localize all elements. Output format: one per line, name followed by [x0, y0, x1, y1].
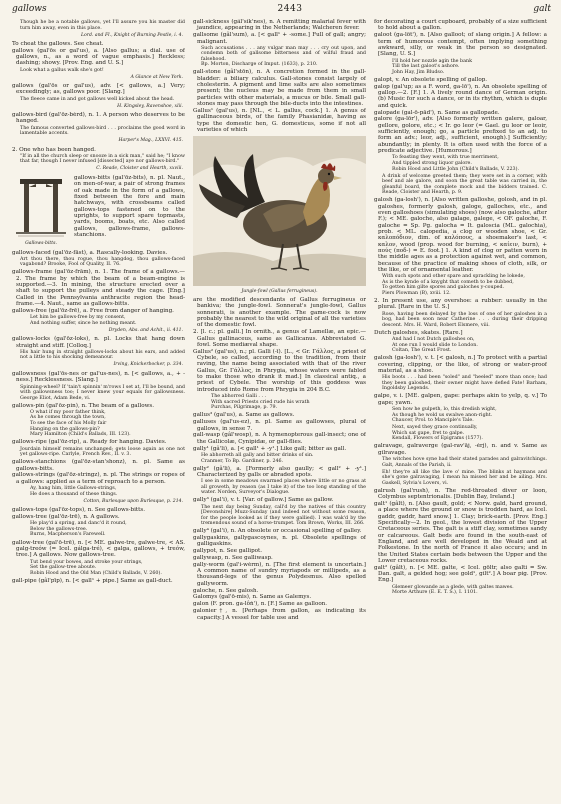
quote: Such accusations . . . any vulgar man may . . . cry out upon, and condemn both of gallsome bitterness and of wilful fraud and falsehood. Bp. Morton, Discharge of Imput. (1633), p. 210.	[201, 45, 366, 68]
entry-gall-stone: gall-stone (gâl'stōn), n. A concretion formed in the gall-bladder: a biliary calculus. Gall-stones consist largely of cholesterin. A pigment and lime salts are also sometimes present; the nucleus may be made from them in small particles with other materials, a mucus or bile. Small gall-stones may pass through the bile-ducts into the intestines.	[193, 69, 366, 108]
quote: Art thou there, thou rogue, thou hangdog, thou gallows-faced vagabond? Brooke, Fool of Quality, II. 76.	[20, 256, 185, 268]
entry-text: are the modified descendants of Gallus ferrugineus or bankiva; the jungle-fowl. Sonnerat's jungle-fowl, Gallus sonnerati, is another example. The game-cock is now probably the nearest to the wild original of all the varieties of the domestic fowl.	[193, 297, 366, 329]
entry-gally-worm: gally-worm (gal'i-wėrm), n. [The first element is uncertain.] A common name of sundry myriapods or millipeds, as a thousand-legs of the genus Polydesmus. Also spelled gallyworm.	[193, 561, 366, 587]
quote-source: A Glance at New York.	[130, 74, 183, 80]
entry-gall-pipe: gall-pipe (gâl'pīp), n. [< gall¹ + pipe.] Same as gall-duct.	[12, 577, 173, 584]
header-right-guideword: galt	[533, 4, 551, 14]
entry-galomys: Galomys (gal'ō-mis), n. Same as Galemys.	[193, 594, 312, 601]
quote: Rose, having been delayed by the loss of one of her galoshes in a bog, had been soon near Catherine . . . during their dripping descent. Mrs. H. Ward, Robert Elsmere, viii.	[382, 311, 547, 328]
verse: Ay, hang him, little Gallows-strings, He does a thousand of these things.	[30, 486, 118, 497]
entry-galluses: galluses (gal'us-ez), n. pl. Same as gallowses, plural of gallows, in sense 7.	[193, 419, 366, 432]
header-left-guideword: gallows	[12, 4, 47, 14]
entry-galore: galore (ga-lōr'), adv. [Also formerly written galere, galoar, gellore, golore, etc.; < Ir. go leor (= Gael. gu leor or leoir, sufficiently, enough; go, a particle prefixed to an adj. to form an adv.; leor, adj., sufficient, enough).] Sufficiently; abundantly; in plenty. It is often used with the force of a predicate adjective. [Humorous.]	[374, 116, 547, 155]
entry-gallows-adv: gallows (gal'ōs or gal'us), adv. [< gallows, a.] Very; exceedingly; as, gallows poor. [Slang.]	[12, 83, 185, 96]
entry-galosh-v: galosh (ga-losh'), v. t. [< galosh, n.] To protect with a partial covering, clipping, or the like, of strong or water-proof material, as a shoe.	[374, 355, 547, 374]
entry-text: for decorating a court cupboard, probably of a size sufficient to hold about a gallon.	[374, 19, 547, 32]
quote: Jourdain himself remains unchanged; gets loose again as one not yet gallows-ripe. Carlyle, French Rev., II. v. 3.	[20, 446, 185, 458]
jungle-fowl-figure	[193, 136, 366, 295]
quote: His boots . . . had been "soled" and "heeled" more than once; had they been galoshed, their owner might have defied Fate! Barham, Ingoldsby Legends.	[382, 375, 547, 392]
entry-gallsome: gallsome (gâl'sum), a. [< gall¹ + -some.] Full of gall; angry; malignant.	[193, 32, 366, 45]
entry-gallows-stanchions: gallows-stanchions (gal'ōz-stan'shonz), n. pl. Same as gallows-bitts.	[12, 459, 185, 472]
entry-gallus-2: Gallus² (gal'us), n.; pl. Galli (-ī). [L., < Gr. Γάλλος, a priest of Cybele, so called, according to the tradition, from their raving, the name being associated with that of the river Gallus, Gr. Γάλλος, in Phrygia, whose waters were fabled to make those who drank it mad.] In classical antiq., a priest of Cybele. The worship of this goddess was introduced into Rome from Phrygia in 204 B.C.	[193, 348, 366, 393]
entry-gallow-tree: gallow-tree (gal'ō-trē), n. [< ME. galwe-tre, galwe-tre, < AS. galg-treów (= Icel. gálga-tré), < galga, gallows, + treów, tree.] A gallows. Now gallows-tree.	[12, 539, 185, 559]
entry-gallows-pin: gallows-pin (gal'ōz-pin), n. The beam of a gallows.	[12, 402, 155, 409]
entry-galravage: galravage, galraverge (gal-rav'āj, -ėrj), n. and v. Same as gilravage.	[374, 443, 547, 456]
entry-galop: galop (gal'up; as a F. word, ga-lō'), n. An obsolete spelling of gallop.—2. [F.] 1. A lively round dance of German origin. (b) Music for such a dance, or in its rhythm, which is duple and quick.	[374, 83, 547, 109]
verse: Tut bend your bowes, and stroke your strings, Set the gallow-tree aboute. Robin Hood and the Old Man (Child's Ballads, V. 260).	[30, 559, 162, 576]
entry-sense: 2. One who has been hanged.	[12, 146, 96, 153]
column-2	[193, 19, 366, 804]
verse: Let him be gallows-free by my consent, And nothing suffer, since he nothing meant.	[30, 315, 137, 326]
quote: I see in some meadows swarmed places where little or no grass at all groweth, by reason (as I take it) of the too long standing of the water. Norden, Surveyor's Dialogue.	[201, 479, 366, 496]
quote-source: Harper's Mag., LXXVI. 415.	[118, 138, 183, 144]
verse: I'll hold her nozzle agin the bank Till the last galoot's ashore. John Hay, Jim Bludso.	[392, 58, 472, 75]
entry-galpe: galpe, v. i. [ME. galpen, gape: perhaps akin to yelp, q. v.] To gape; yawn.	[374, 393, 547, 406]
entry-gallows-faced: gallows-faced (gal'ōz-fāst), a. Rascally-looking. Davies.	[12, 249, 168, 256]
quote: "If in all the church sleep or snooze in a sick man," said he; "I know that far, though I never infused [dissected] aye nor gallows-bird."	[20, 153, 185, 165]
figure-caption: Jungle-fowl (Gallus ferrugineus).	[241, 288, 318, 294]
verse: The abhorred Galli . . . With sacred Priests cried rude his wrath Purchas, Pilgrimage, p. 79.	[211, 394, 310, 411]
quote-source: H. Kingsley, Ravenshoe, xlii.	[117, 103, 183, 109]
entry-gallus-1: Gallus¹ (gal'us), n. [NL., < L. gallus, cock.] 1. A genus of gallinaceous birds, of the family Phasianidæ, having as type the domestic hen, G. domesticus, some if not all varieties of which	[193, 107, 366, 133]
quote: Though he be a notable gallows, yet I'll assure you his master did turn him away, even in this place.	[20, 20, 185, 31]
entry-gallygaskins: gallygaskins, gallygascoynes, n. pl. Obsolete spellings of galligaskins.	[193, 534, 366, 548]
jungle-fowl-illustration	[193, 136, 366, 286]
quote-source: Irving, Knickerbocker, p. 334.	[113, 362, 183, 368]
column-3	[374, 19, 547, 804]
verse: Glemeer glowande as a glede, with galtes mawes. Morte Arthure (E. E. T. S.), I. 1101.	[392, 584, 514, 596]
quote: The famous converted gallows-bird . . . proclaims the good word in lamentable accents.	[20, 125, 185, 137]
entry-galt-2: galt² (gâlt), n. [< ME. galte, < Icel. göltr, also galti = Sw. Dan. galt, a gelded hog; see gold¹, gilt².] A boar pig. [Prov. Eng.]	[374, 564, 547, 584]
verse: And had I not Dutch galloshes on, At one run I would slide to London. Coltan, The Great Frost.	[392, 336, 478, 354]
quote-source: C. Reade, Cloister and Hearth, xxviii.	[96, 166, 183, 172]
verse: He play'd a spring, and danc'd it round, Below the gallows-tree. Burns, Macpherson's Farewell.	[30, 521, 127, 538]
entry-gallows-strings: gallows-strings (gal'ōz-stringz), n. pl. The strings or ropes of a gallows: applied as a term of reproach to a person.	[12, 472, 185, 485]
entry-gallowsness: gallowsness (gal'ōs-nes or gal'us-nes), n. [< gallows, a., + -ness.] Recklessness. [Slang.]	[12, 370, 185, 384]
entry-gallows-bitts: gallows-bitts (gal'ōz-bits), n. pl. Naut., on men-of-war, a pair of strong frames of oak made in the form of a gallows, fixed between the fore and main hatchways, with crossbeams called gallows-tops fastened on to the uprights, to support spare topmasts, yards, booms, boats, etc. Also called gallows, gallows-frame, gallows-stanchions.	[74, 174, 185, 238]
quote: The next day being Sunday, call'd by the natives of this country [Devonshire] Muzz-Sunday (and indeed not without some reason, for the people looked as if they were gallied). I was wak'd by the tremendous sound of a horse-trumpet. Tom Brown, Works, III. 266.	[201, 504, 366, 527]
entry-gally-4: gally⁴ (gal'i), n. An obsolete or occasional spelling of galley.	[193, 528, 362, 535]
entry-gally-3: gally³ (gal'i), v. t. [Var. of gallow.] Same as gallow.	[193, 497, 334, 504]
entry-gall-sickness: gall-sickness (gâl'sik'nes), n. A remitting malarial fever with jaundice, appearing in the Netherlands; Walcheren fever.	[193, 19, 366, 32]
entry-galosh-n: galosh (ga-losh'), n. [Also written galloshe, golosh, and in pl. galoshes, formerly galosh, galoge, galloches, etc., and even galloshoes (simulating shoes) (now also galoche, after F.); < ME. galoche, also galage, galege, < OF. galoche, F. galoche = Sp. Pg. galocha = It. galoscia (ML. galochia), prob. < ML. calopedia, a clog or wooden shoe, < Gr. καλοπόδιον, dim. of καλόπους, a shoemaker's last, < καλον, wood (prop. wood for burning, < καίειν, burn), + πούς (ποδ-) = E. foot.] 1. A kind of clog or patten worn in the middle ages as a protection against wet, and common, because of the practice of making shoes of cloth, silk, or the like, or of ornamental leather.	[374, 197, 547, 274]
entry-galopt: galopt, v. An obsolete spelling of gallop.	[374, 76, 488, 83]
entry-gallows-frame: gallows-frame (gal'ōz-frām), n. 1. The frame of a gallows.—2. The frame by which the beam of a beam-engine is supported.—3. In mining, the structure erected over a shaft to support the pulleys and steady the cage. [Eng.] Called in the Pennsylvania anthracite region the head-frame.—4. Naut., same as gallows-bitts.	[12, 269, 185, 308]
entry-galrush: galrush (gal'rush), n. The red-throated diver or loon, Colymbus septentrionalis. [Dublin Bay, Ireland.]	[374, 487, 547, 500]
entry-gallus-3: gallus³ (gal'us), a. Same as gallows.	[193, 412, 295, 419]
entry-galt-1: galt¹ (gâlt), n. [Also gault, gold; < Norw. gald, hard ground, a place where the ground or snow is trodden hard, as Icel. gaddr, gaddr, hard snow.] 1. Clay; brick-earth. [Prov. Eng.] Specifically—2. In geol., the lowest division of the Upper Cretaceous series. The galt is a stiff clay, sometimes sandy or calcareous. Galt beds are found in the south-east of England, and are well developed in the Weald and at Folkestone. In the north of France it also occurs; and in the United States certain beds between the Upper and the Lower cretaceous rocks.	[374, 500, 547, 564]
quote: Spinning-wheel? If 'tain't spinnin' m'rows I set at, I'll be bound, and with gallowsness too; I never knew your equals for gallowsness. George Eliot, Adam Bede, vi.	[20, 384, 185, 401]
quote: The fleece came in and got gallows well kicked about the head.	[20, 96, 175, 102]
entry-gallywasp: gallywasp, n. See galliwasp.	[193, 554, 273, 561]
entry-gallows-tops: gallows-tops (gal'ōz-tops), n. See gallows-bitts.	[12, 507, 146, 514]
verse: To feasting they went, with true merriment, And tippled strong liquor galore. Robin Hood and Little John (Child's Ballads, V. 223).	[392, 155, 520, 172]
verse: Next, sayed they grace continually, Which sat gape, fret to galpe. Kendall, Flowers of Epigrams (1577).	[392, 425, 483, 442]
quote: The witches hove syne had their stated parades and galravitchings. Galt, Annals of the Parish, ii.	[382, 457, 547, 468]
quote: Look what a gallus walk she's got!	[20, 67, 104, 73]
verse: O what if my poor father think, As he comes through the town, To see the face of his Molly fair Hanging on the gallows-pin? Mary Hamilton (Child's Ballads, III. 123).	[30, 409, 131, 438]
figure-caption: Gallows-bitts.	[25, 241, 57, 247]
entry-galonier: galonier†, n. [Perhaps from gallon, as indicating its capacity.] A vessel for table use and	[193, 608, 366, 621]
page-number: 2443	[277, 4, 303, 14]
entry-galoot: galoot (ga-löt'), n. [Also galloot; of slang origin.] A fellow: a term of humorous contempt, often implying something awkward, silly, or weak in the person so designated. [Slang, U. S.]	[374, 32, 547, 58]
quote-source: Dryden, Abs. and Achit., ii. 411.	[108, 327, 183, 333]
verse: Sen how he gulpeth, lo, this dredish wight, As though he wold us swalwe anon-right. Chaucer, Prol. to Manciple's Tale.	[392, 406, 497, 424]
gallows-bitts-figure	[12, 175, 185, 248]
running-header	[12, 4, 551, 16]
entry-gallows-adj: gallows (gal'ōs or gal'us), a. [Also gallus; a dial. use of gallows, n., as a word of vague emphasis.] Reckless; dashing; showy. [Prov. Eng. and U. S.]	[12, 47, 185, 67]
quote: He abhorreth all gally and bitter drinks of sin. Cranmer, To Bp. Gardiner, p. 246.	[201, 453, 314, 464]
entry-gall-wasp: gall-wasp (gâl'wosp), n. A hymenopterous gall-insect; one of the Gallicolæ, Cynipidæ, or gall-flies.	[193, 432, 366, 445]
entry-gally-1: gally¹ (gâ'li), a. [< gall¹ + -y¹.] Like gall; bitter as gall.	[193, 445, 347, 452]
column-1	[12, 19, 185, 804]
entry-gally-2: gally² (gâ'li), a. [Formerly also gaully; < gall² + -y¹.] Characterized by galls or abraded spots.	[193, 465, 366, 478]
quote: With such spots and other spare and sprackling he lokede, As is the kynde of a knyght that cometh to be dubbed, To getten him gilte spores and galoches y-couped. Piers Plowman (B), xviii. 12.	[382, 274, 525, 296]
entry-gallows-tree: gallows-tree (gal'ōz-trē), n. A gallows.	[12, 513, 120, 520]
quote-source: Lord. and Fl., Knight of Burning Pestle, i. 4.	[80, 32, 183, 38]
entry-text: 2. [l. c.; pl. galli.] In ornith., a genus of Lamellæ, an epic.—Gallus gallinaceus, same as Gallicanus. Abbreviated G. fowl. Some mediæval shape.	[193, 329, 366, 348]
entry-galopade: galopade (gal-ō-pād'), n. Same as gallopade.	[374, 109, 500, 116]
entry-gallows-locks: gallows-locks (gal'ōz-loks), n. pl. Locks that hang down straight and stiff. [Colloq.]	[12, 336, 185, 349]
entry-galon: galon (F. pron. ga-lôṅ'), n. [F.] Same as galloon.	[193, 601, 328, 608]
entry-gallows-bird: gallows-bird (gal'ōz-bėrd), n. 1. A person who deserves to be hanged.	[12, 112, 185, 125]
quote: His hair hung in straight gallows-locks about his ears, and added not a little to his shocking demeanour.	[20, 349, 185, 361]
entry-dutch-galoshes: Dutch galoshes, skates. [Rare.]	[374, 329, 463, 336]
entry-galoche: galoche, n. See galosh.	[193, 587, 259, 594]
quote-source: Cotton, Burlesque upon Burlesque, p. 214.	[83, 498, 183, 504]
quote: A drink of welcome greeted them; they were set in a corner, with beef and ale galore, and soon the great table was carried in, the gleanful board, the complete mock and the bidders trained. C. Reade, Cloister and Hearth, p. 9.	[382, 173, 547, 196]
quote: Eh! they're all like the lave o' mine. The blinks at haymans and she's gone galravaging, I mean ha missed her and be ailing. Mrs. Gaskell, Sylvia's Lovers, vi.	[382, 469, 547, 486]
entry-gallows-free: gallows-free (gal'ōz-frē), a. Free from danger of hanging.	[12, 307, 174, 314]
entry-sense: 2. In present use, any overshoe: a rubber: usually in the plural. [Rare in the U. S.]	[374, 297, 547, 311]
entry-gallows-ripe: gallows-ripe (gal'ōz-rip), a. Ready for hanging. Davies.	[12, 439, 167, 446]
entry-text: To cheat the gallows. See cheat.	[12, 40, 104, 47]
entry-gallypot: gallypot, n. See gallipot.	[193, 548, 263, 555]
gallows-bitts-illustration	[12, 175, 70, 239]
